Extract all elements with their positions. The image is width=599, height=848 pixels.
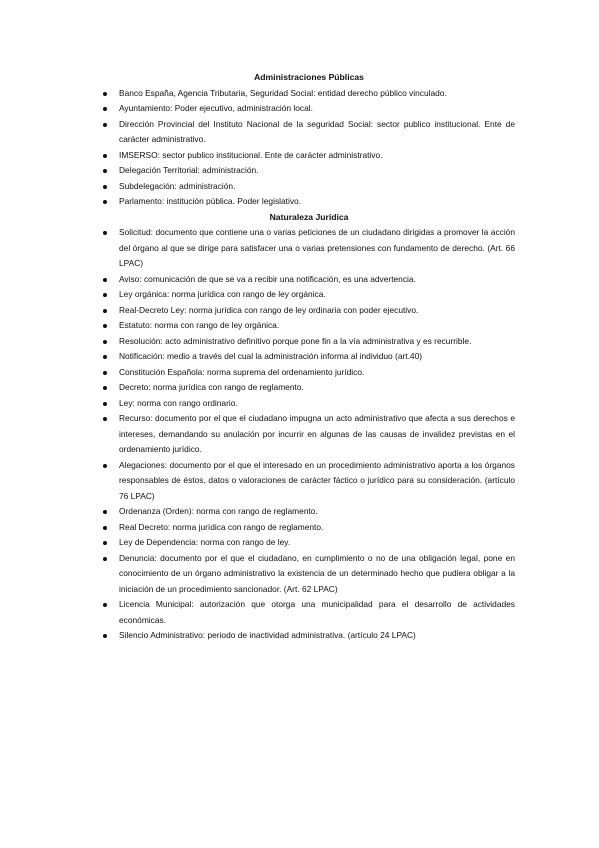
list-item-text: Solicitud: documento que contiene una o varias peticiones de un ciudadano dirigidas a promover la acción del órgano al que se dirige para satisfacer una o varias pretensiones con fundamento de derecho. (Art. 66 LPAC)	[119, 227, 515, 268]
list-item	[103, 520, 515, 536]
bullet-icon	[103, 557, 107, 561]
bullet-icon	[103, 123, 107, 127]
list-item	[103, 303, 515, 319]
list-item	[103, 163, 515, 179]
list-item-text: Ley de Dependencia: norma con rango de ley.	[119, 537, 291, 547]
list-administraciones	[103, 86, 515, 210]
bullet-icon	[103, 107, 107, 111]
bullet-icon	[103, 417, 107, 421]
list-item	[103, 597, 515, 628]
bullet-icon	[103, 92, 107, 96]
list-item	[103, 179, 515, 195]
list-item	[103, 458, 515, 505]
list-item-text: Denuncia: documento por el que el ciudadano, en cumplimiento o no de una obligación legal, pone en conocimiento de un órgano administrativo la existencia de un determinado hecho que pudiera obligar a la iniciación de un procedimiento sancionador. (Art. 62 LPAC)	[119, 552, 515, 594]
bullet-icon	[103, 603, 107, 607]
section-heading-naturaleza: Naturaleza Jurídica	[269, 211, 349, 222]
list-item	[103, 225, 515, 272]
list-item	[103, 86, 515, 102]
bullet-icon	[103, 185, 107, 189]
list-item	[103, 148, 515, 164]
list-item-text: Ley: norma con rango ordinario.	[119, 397, 238, 408]
bullet-icon	[103, 371, 107, 375]
list-item	[103, 380, 515, 396]
list-naturaleza	[103, 225, 515, 644]
bullet-icon	[103, 386, 107, 390]
list-item-text: Silencio Administrativo: periodo de inactividad administrativa. (artículo 24 LPAC)	[119, 630, 416, 640]
list-item-text: Delegación Territorial: administración.	[119, 165, 259, 175]
list-item-text: Real-Decreto Ley: norma jurídica con rango de ley ordinaria con poder ejecutivo.	[119, 304, 419, 315]
list-item-text: Licencia Municipal: autorización que otorga una municipalidad para el desarrollo de actividades económicas.	[119, 599, 515, 625]
bullet-icon	[103, 526, 107, 530]
bullet-icon	[103, 324, 107, 328]
list-item-text: IMSERSO: sector publico institucional. Ente de carácter administrativo.	[119, 149, 383, 160]
list-item	[103, 287, 515, 303]
list-item-text: Constitución Española: norma suprema del ordenamiento jurídico.	[119, 366, 365, 377]
list-item	[103, 101, 515, 117]
list-item	[103, 535, 515, 551]
list-item	[103, 318, 515, 334]
list-item-text: Notificación: medio a través del cual la administración informa al individuo (art.40)	[119, 351, 423, 361]
bullet-icon	[103, 541, 107, 545]
list-item-text: Alegaciones: documento por el que el interesado en un procedimiento administrativo aporta a los órganos responsables de éstos, datos o valoraciones de carácter fáctico o jurídico para su consideración. (artículo 76 LPAC)	[119, 459, 515, 501]
list-item-text: Parlamento: institución pública. Poder legislativo.	[119, 196, 302, 206]
bullet-icon	[103, 293, 107, 297]
bullet-icon	[103, 200, 107, 204]
bullet-icon	[103, 154, 107, 158]
list-item-text: Ayuntamiento: Poder ejecutivo, administración local.	[119, 103, 313, 113]
list-item-text: Estatuto: norma con rango de ley orgánica.	[119, 320, 280, 330]
section-heading-administraciones: Administraciones Públicas	[254, 72, 364, 82]
list-item	[103, 334, 515, 350]
document-content	[103, 70, 515, 644]
list-item	[103, 117, 515, 148]
list-item-text: Decreto: norma jurídica con rango de reglamento.	[119, 382, 304, 392]
list-item	[103, 396, 515, 412]
list-item	[103, 349, 515, 365]
list-item-text: Recurso: documento por el que el ciudadano impugna un acto administrativo que afecta a sus derechos e intereses, demandando su anulación por incurrir en algunas de las causas de invalidez previstas en el ordenamiento jurídico.	[119, 413, 515, 454]
list-item	[103, 551, 515, 598]
list-item	[103, 411, 515, 458]
bullet-icon	[103, 231, 107, 235]
list-item-text: Banco España, Agencia Tributaria, Seguridad Social: entidad derecho público vinculado.	[119, 87, 447, 98]
bullet-icon	[103, 278, 107, 282]
list-item-text: Dirección Provincial del Instituto Nacional de la seguridad Social: sector publico institucional. Ente de carácter administrativo.	[119, 118, 515, 144]
list-item	[103, 365, 515, 381]
list-item-text: Resolución: acto administrativo definitivo porque pone fin a la vía administrativa y es recurrible.	[119, 335, 472, 346]
bullet-icon	[103, 355, 107, 359]
list-item-text: Real Decreto: norma jurídica con rango de reglamento.	[119, 521, 324, 532]
bullet-icon	[103, 402, 107, 406]
list-item	[103, 504, 515, 520]
list-item-text: Ordenanza (Orden): norma con rango de reglamento.	[119, 506, 318, 516]
list-item-text: Subdelegación: administración.	[119, 180, 236, 191]
list-item	[103, 194, 515, 210]
bullet-icon	[103, 634, 107, 638]
bullet-icon	[103, 510, 107, 514]
list-item	[103, 628, 515, 644]
bullet-icon	[103, 464, 107, 468]
list-item	[103, 272, 515, 288]
bullet-icon	[103, 169, 107, 173]
list-item-text: Aviso: comunicación de que se va a recibir una notificación, es una advertencia.	[119, 273, 416, 284]
bullet-icon	[103, 340, 107, 344]
list-item-text: Ley orgánica: norma jurídica con rango de ley orgánica.	[119, 289, 326, 299]
bullet-icon	[103, 309, 107, 313]
